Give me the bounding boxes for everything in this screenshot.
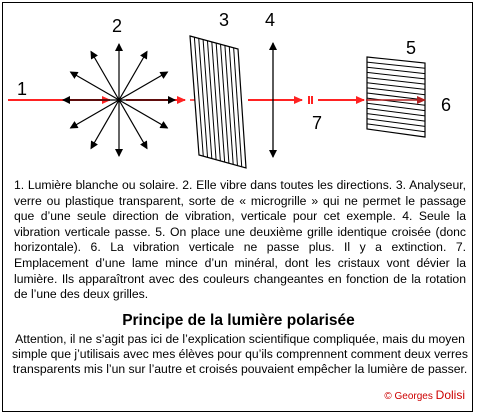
polarization-diagram — [0, 0, 477, 175]
label-1: 1 — [17, 79, 28, 99]
vibration-direction-arrow — [91, 52, 119, 101]
author-first-name: Georges — [394, 391, 433, 402]
label-2: 2 — [112, 16, 123, 36]
horizontal-analyzer-grid — [367, 57, 425, 137]
vibration-direction-arrow — [119, 72, 168, 100]
label-3: 3 — [219, 10, 230, 30]
vibration-directions-star — [63, 44, 175, 156]
vertical-polarizer-grid — [190, 36, 246, 168]
diagram-caption: 1. Lumière blanche ou solaire. 2. Elle vibre dans toutes les directions. 3. Analyseur, verre ou plastique transparent, sorte de « microgrille » qui ne permet le passage que d’une seule direction de vibration, verticale pour cet exemple. 4. Seule la vibration verticale passe. 5. On place une deuxième grille identique croisée (donc horizontale). 6. La vibration verticale ne passe plus. Il y a extinction. 7. Emplacement d’une lame mince d’un minéral, dont les cristaux vont dévier la lumière. Ils apparaîtront avec des couleurs changeantes en fonction de la rotation de l’une des deux grilles. — [14, 178, 466, 302]
vibration-direction-arrow — [71, 100, 120, 128]
label-7: 7 — [312, 113, 323, 133]
author-last-name: Dolisi — [435, 388, 465, 402]
vibration-direction-arrow — [119, 52, 147, 101]
vibration-direction-arrow — [119, 100, 168, 128]
vibration-direction-arrow — [91, 100, 119, 149]
label-6: 6 — [441, 95, 452, 115]
author-credit — [384, 388, 465, 402]
label-5: 5 — [406, 38, 417, 58]
explanatory-note: Attention, il ne s’agit pas ici de l’explication scientifique compliquée, mais du moyen simple que j’utilisais avec mes élèves pour qu’ils comprennent comment deux verres transparents mis l’un sur l’autre et croisés pouvaient empêcher la lumière de passer. — [12, 332, 468, 377]
copyright-symbol: © — [384, 391, 392, 402]
label-4: 4 — [265, 10, 276, 30]
vibration-direction-arrow — [71, 72, 120, 100]
page-title: Principe de la lumière polarisée — [122, 312, 355, 329]
vibration-direction-arrow — [119, 100, 147, 149]
